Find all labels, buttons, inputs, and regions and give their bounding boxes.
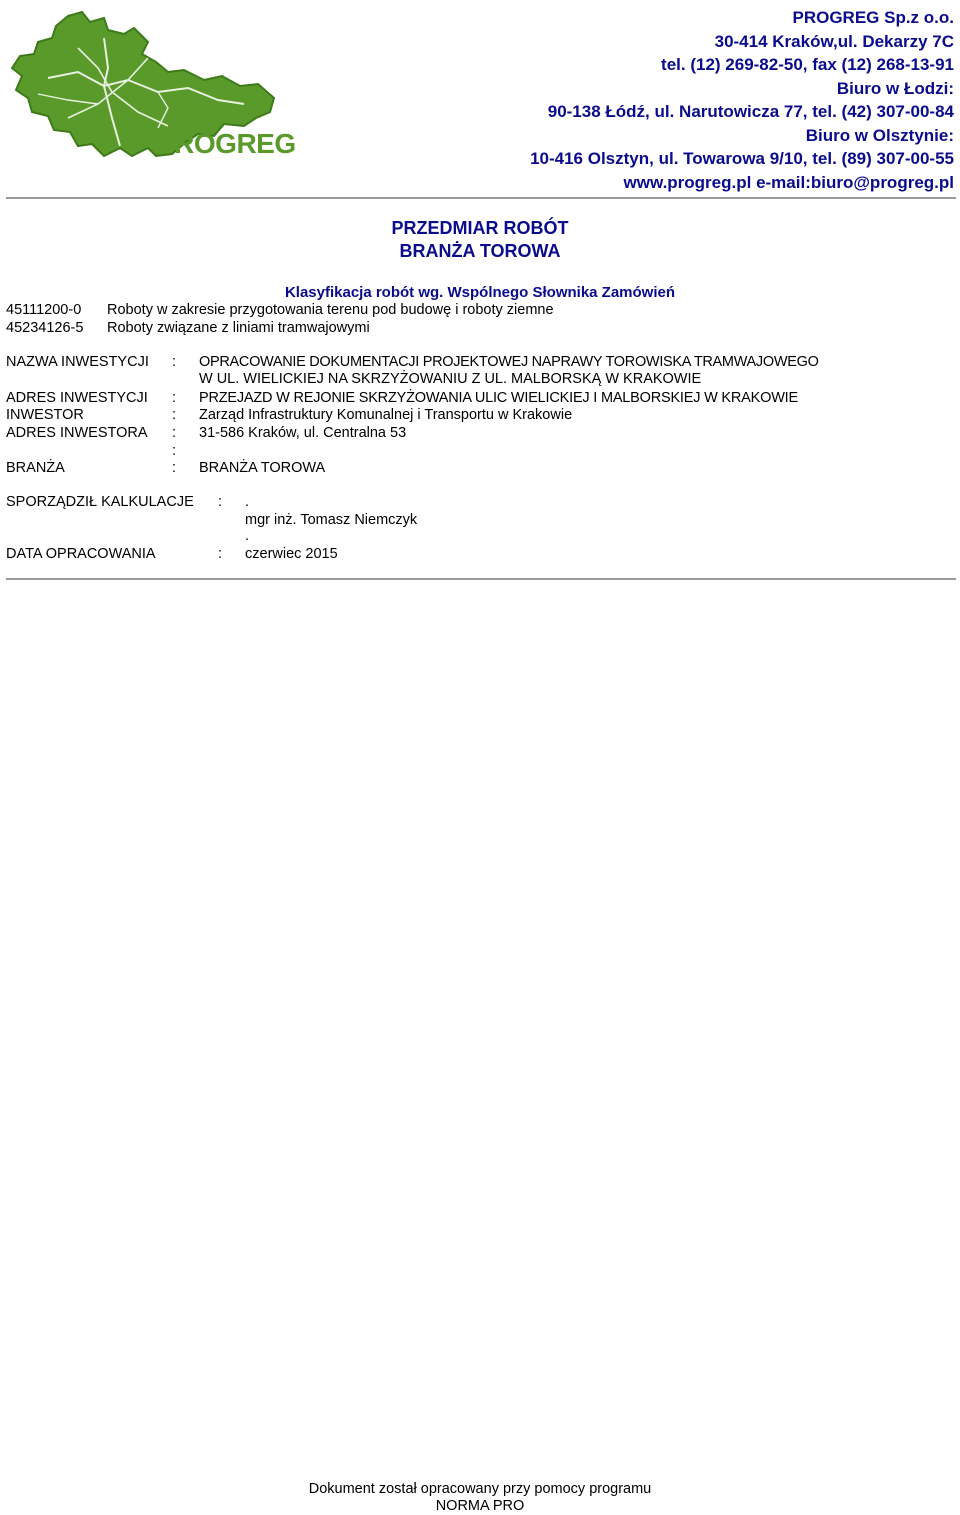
investor-address-value: 31-586 Kraków, ul. Centralna 53 — [199, 425, 407, 441]
footer-note: Dokument został opracowany przy pomocy programu — [308, 1481, 652, 1497]
prepared-by-dot: . — [245, 528, 250, 544]
investor-value: Zarząd Infrastruktury Komunalnej i Transportu w Krakowie — [199, 407, 573, 423]
classification-heading: Klasyfikacja robót wg. Wspólnego Słownika Zamówień — [284, 284, 676, 301]
investor-address-label: ADRES INWESTORA — [6, 425, 148, 441]
branch-label: BRANŻA — [6, 460, 65, 476]
company-address: 30-414 Kraków,ul. Dekarzy 7C — [714, 31, 954, 51]
company-name: PROGREG Sp.z o.o. — [792, 8, 954, 27]
document-title: PRZEDMIAR ROBÓT — [391, 218, 569, 238]
olsztyn-office-heading: Biuro w Olsztynie: — [805, 125, 954, 145]
lodz-office-heading: Biuro w Łodzi: — [836, 78, 954, 98]
cpv-description: Roboty w zakresie przygotowania terenu pod budowę i roboty ziemne — [107, 302, 554, 318]
investment-name-value: OPRACOWANIE DOKUMENTACJI PROJEKTOWEJ NAPRAWY TOROWISKA TRAMWAJOWEGO — [199, 354, 819, 370]
company-web-email: www.progreg.pl e-mail:biuro@progreg.pl — [623, 172, 954, 192]
separator: : — [172, 460, 177, 476]
company-logo — [8, 8, 296, 170]
date-value: czerwiec 2015 — [245, 546, 338, 562]
separator: : — [218, 494, 223, 510]
branch-value: BRANŻA TOROWA — [199, 460, 326, 476]
investment-name-value-cont: W UL. WIELICKIEJ NA SKRZYŻOWANIU Z UL. MALBORSKĄ W KRAKOWIE — [199, 371, 702, 387]
cpv-code: 45111200-0 — [6, 302, 82, 318]
separator: : — [172, 443, 177, 459]
prepared-by-label: SPORZĄDZIŁ KALKULACJE — [6, 494, 194, 510]
separator: : — [172, 354, 177, 370]
lodz-office-address: 90-138 Łódź, ul. Narutowicza 77, tel. (42) 307-00-84 — [547, 102, 954, 121]
header-divider — [6, 197, 956, 199]
cpv-description: Roboty związane z liniami tramwajowymi — [107, 320, 370, 336]
separator: : — [172, 390, 177, 406]
separator: : — [172, 425, 177, 441]
investor-label: INWESTOR — [6, 407, 84, 423]
footer-program: NORMA PRO — [435, 1498, 525, 1514]
company-contact — [530, 6, 954, 194]
document-subtitle: BRANŻA TOROWA — [399, 241, 561, 261]
olsztyn-office-address: 10-416 Olsztyn, ul. Towarowa 9/10, tel. (89) 307-00-55 — [530, 149, 954, 168]
prepared-by-name: mgr inż. Tomasz Niemczyk — [245, 512, 418, 528]
company-phone: tel. (12) 269-82-50, fax (12) 268-13-91 — [661, 55, 954, 74]
date-label: DATA OPRACOWANIA — [6, 546, 156, 562]
investment-address-label: ADRES INWESTYCJI — [6, 390, 148, 406]
cpv-code: 45234126-5 — [6, 320, 84, 336]
separator: : — [172, 407, 177, 423]
content-divider — [6, 578, 956, 580]
separator: : — [218, 546, 223, 562]
prepared-by-dot: . — [245, 494, 250, 510]
investment-address-value: PRZEJAZD W REJONIE SKRZYŻOWANIA ULIC WIELICKIEJ I MALBORSKIEJ W KRAKOWIE — [199, 390, 798, 406]
logo-text: PROGREG — [156, 128, 296, 159]
investment-name-label: NAZWA INWESTYCJI — [6, 354, 149, 370]
